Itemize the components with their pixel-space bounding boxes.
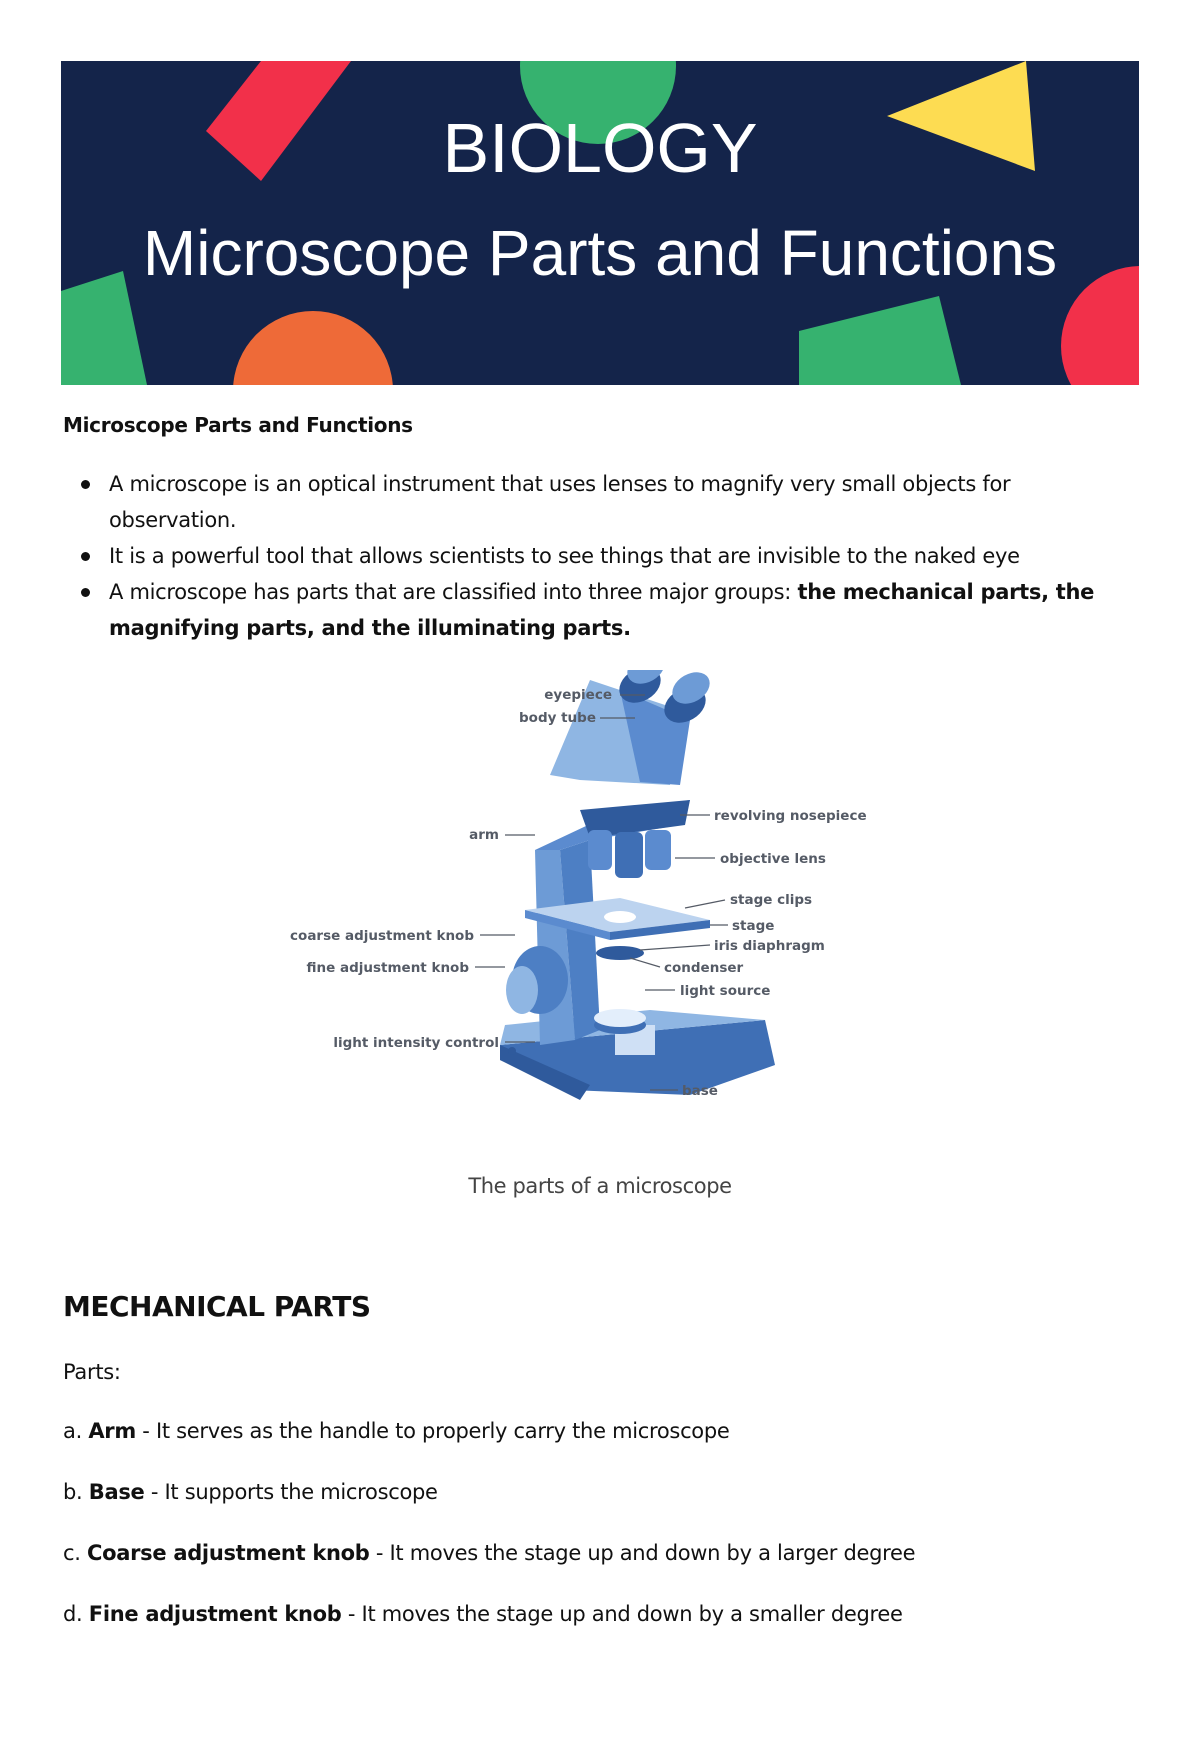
part-item-coarse-adjustment-knob xyxy=(63,1541,915,1565)
label-base: base xyxy=(682,1083,718,1099)
label-light-intensity-control: light intensity control xyxy=(333,1035,499,1051)
part-prefix: b. xyxy=(63,1480,89,1504)
green-triangle-shape xyxy=(61,271,147,385)
part-prefix: a. xyxy=(63,1419,89,1443)
part-prefix: c. xyxy=(63,1541,87,1565)
part-prefix: d. xyxy=(63,1602,89,1626)
bullet-item xyxy=(63,538,1143,574)
label-stage-clips: stage clips xyxy=(730,892,813,908)
intensity-dial-icon xyxy=(508,1047,516,1055)
condenser-shape xyxy=(596,946,644,960)
label-body-tube: body tube xyxy=(519,710,596,726)
label-eyepiece: eyepiece xyxy=(544,687,612,703)
label-fine-adjustment-knob: fine adjustment knob xyxy=(306,960,469,976)
label-iris-diaphragm: iris diaphragm xyxy=(714,938,825,954)
bullet-bold-text: the mechanical parts, the magnifying parts, and the illuminating parts. xyxy=(109,580,1095,640)
part-item-base xyxy=(63,1480,438,1504)
bullet-item xyxy=(63,574,1143,646)
parts-label: Parts: xyxy=(63,1360,121,1384)
bullet-item xyxy=(63,466,1143,538)
figure-caption: The parts of a microscope xyxy=(468,1174,732,1198)
intro-heading: Microscope Parts and Functions xyxy=(63,413,413,437)
microscope-diagram xyxy=(290,670,930,1200)
label-light-source: light source xyxy=(680,983,771,999)
label-objective-lens: objective lens xyxy=(720,851,826,867)
part-description: - It supports the microscope xyxy=(144,1480,438,1504)
part-item-fine-adjustment-knob xyxy=(63,1602,903,1626)
label-stage: stage xyxy=(732,918,775,934)
orange-circle-shape xyxy=(233,311,393,385)
part-description: - It serves as the handle to properly carry the microscope xyxy=(135,1419,730,1443)
part-name: Coarse adjustment knob xyxy=(87,1541,370,1565)
banner-title: BIOLOGY xyxy=(442,109,758,187)
label-condenser: condenser xyxy=(664,960,744,976)
banner-subtitle: Microscope Parts and Functions xyxy=(142,217,1058,289)
part-name: Arm xyxy=(88,1419,136,1443)
bullet-text: It is a powerful tool that allows scientists to see things that are invisible to the naked eye xyxy=(109,544,1020,568)
title-banner xyxy=(61,61,1139,385)
label-arm: arm xyxy=(469,827,499,843)
bullet-text: A microscope has parts that are classified into three major groups: xyxy=(109,580,798,604)
objective-lens-shape xyxy=(588,830,612,870)
part-name: Fine adjustment knob xyxy=(88,1602,342,1626)
part-name: Base xyxy=(88,1480,145,1504)
bullet-text: A microscope is an optical instrument that uses lenses to magnify very small objects for observation. xyxy=(109,472,1011,532)
part-description: - It moves the stage up and down by a smaller degree xyxy=(341,1602,903,1626)
part-description: - It moves the stage up and down by a larger degree xyxy=(369,1541,916,1565)
intro-bullet-list xyxy=(63,466,1143,646)
section-heading-mechanical: MECHANICAL PARTS xyxy=(63,1290,371,1323)
part-item-arm xyxy=(63,1419,730,1443)
label-coarse-adjustment-knob: coarse adjustment knob xyxy=(290,928,474,944)
label-revolving-nosepiece: revolving nosepiece xyxy=(714,808,867,824)
green-square-shape xyxy=(799,296,961,385)
